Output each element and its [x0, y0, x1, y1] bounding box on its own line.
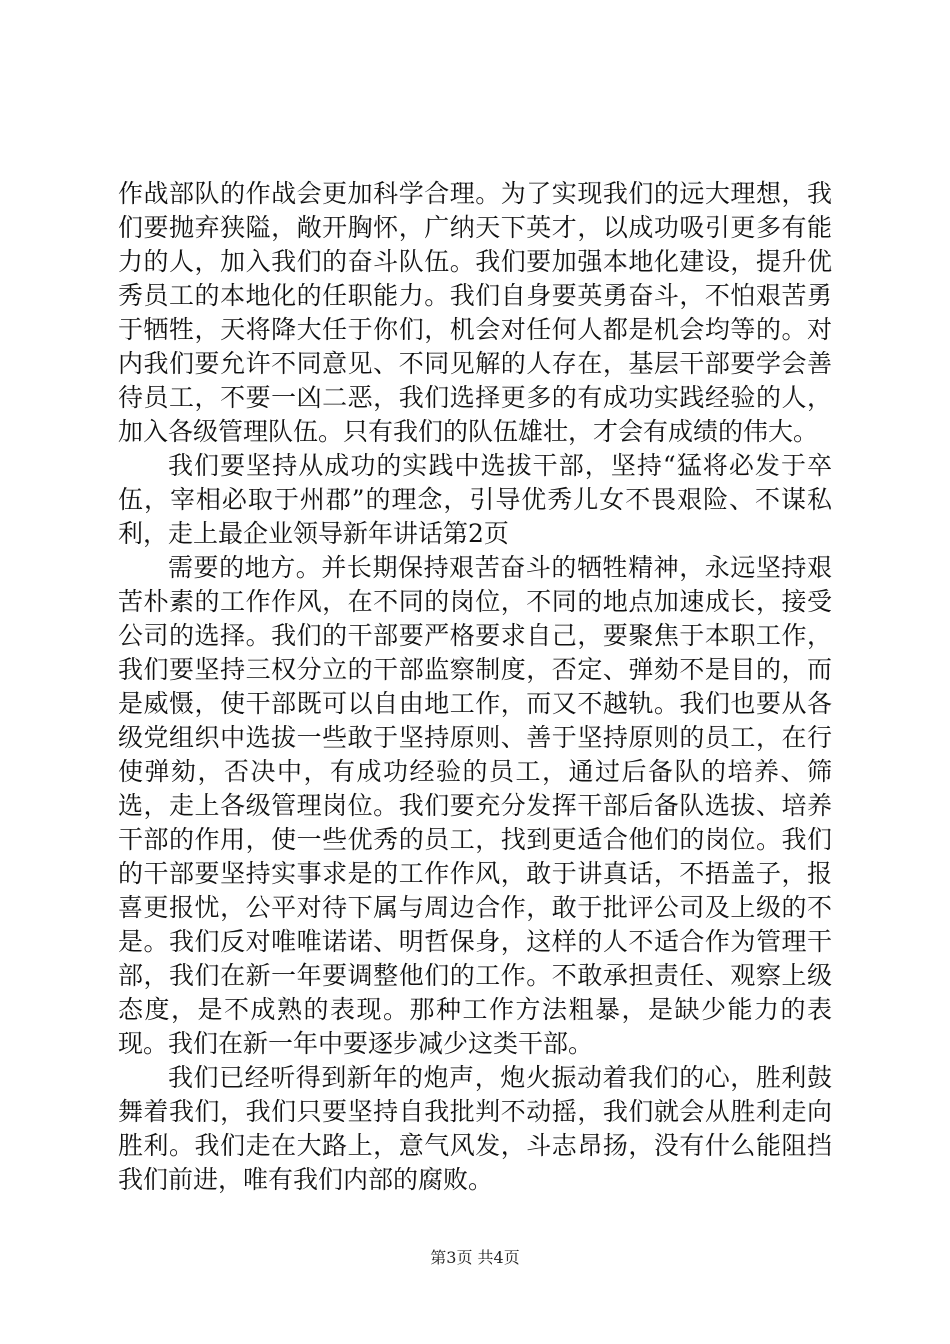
- paragraph-2: 我们要坚持从成功的实践中选拔干部，坚持“猛将必发于卒伍，宰相必取于州郡”的理念，引导优秀儿女不畏艰险、不谋私利，走上最企业领导新年讲话第2页: [118, 451, 832, 548]
- document-body: [118, 177, 832, 1197]
- paragraph-4: 我们已经听得到新年的炮声，炮火振动着我们的心，胜利鼓舞着我们，我们只要坚持自我批判不动摇，我们就会从胜利走向胜利。我们走在大路上，意气风发，斗志昂扬，没有什么能阻挡我们前进，唯有我们内部的腐败。: [118, 1063, 832, 1194]
- page-footer: 第3页 共4页: [430, 1248, 520, 1267]
- paragraph-1: 作战部队的作战会更加科学合理。为了实现我们的远大理想，我们要抛弃狭隘，敞开胸怀，广纳天下英才，以成功吸引更多有能力的人，加入我们的奋斗队伍。我们要加强本地化建设，提升优秀员工的本地化的任职能力。我们自身要英勇奋斗，不怕艰苦勇于牺牲，天将降大任于你们，机会对任何人都是机会均等的。对内我们要允许不同意见、不同见解的人存在，基层干部要学会善待员工，不要一凶二恶，我们选择更多的有成功实践经验的人，加入各级管理队伍。只有我们的队伍雄壮，才会有成绩的伟大。: [118, 179, 832, 446]
- paragraph-3: 需要的地方。并长期保持艰苦奋斗的牺牲精神，永远坚持艰苦朴素的工作作风，在不同的岗位，不同的地点加速成长，接受公司的选择。我们的干部要严格要求自己，要聚焦于本职工作，我们要坚持三权分立的干部监察制度，否定、弹劾不是目的，而是威慑，使干部既可以自由地工作，而又不越轨。我们也要从各级党组织中选拔一些敢于坚持原则、善于坚持原则的员工，在行使弹劾，否决中，有成功经验的员工，通过后备队的培养、筛选，走上各级管理岗位。我们要充分发挥干部后备队选拔、培养干部的作用，使一些优秀的员工，找到更适合他们的岗位。我们的干部要坚持实事求是的工作作风，敢于讲真话，不捂盖子，报喜更报忧，公平对待下属与周边合作，敢于批评公司及上级的不是。我们反对唯唯诺诺、明哲保身，这样的人不适合作为管理干部，我们在新一年要调整他们的工作。不敢承担责任、观察上级态度，是不成熟的表现。那种工作方法粗暴，是缺少能力的表现。我们在新一年中要逐步减少这类干部。: [118, 553, 832, 1058]
